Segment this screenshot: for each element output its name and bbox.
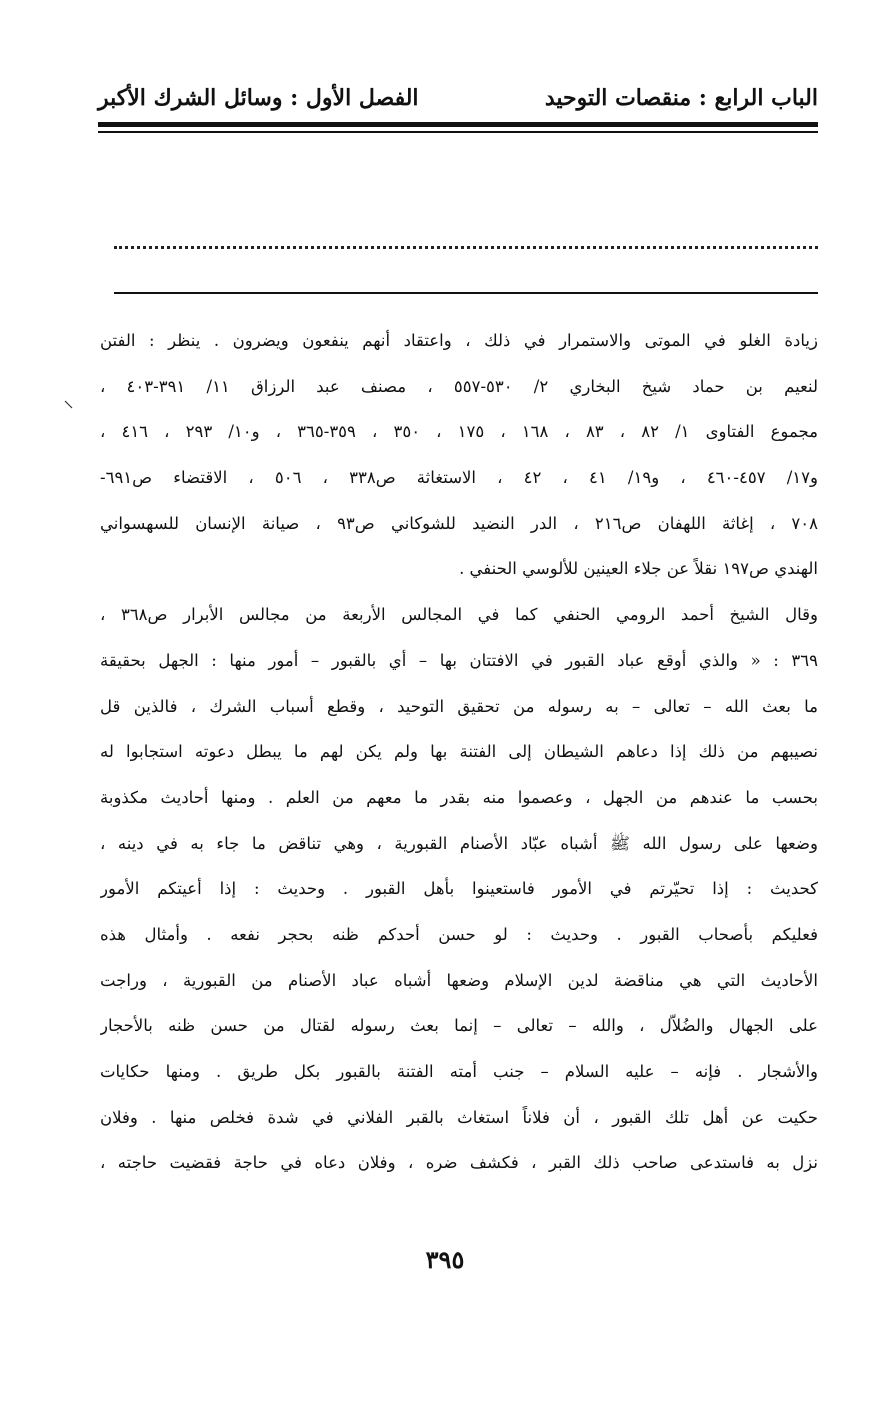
chapter-title: الباب الرابع : منقصات التوحيد xyxy=(544,85,818,111)
text-line: الأحاديث التي هي مناقضة لدين الإسلام وضعها أشباه عباد الأصنام من القبورية ، وراجت xyxy=(100,970,818,990)
text-line: حكيت عن أهل تلك القبور ، أن فلاناً استغاث بالقبر الفلاني في شدة فخلص منها . وفلان xyxy=(100,1107,818,1127)
text-line: وضعها على رسول الله ﷺ أشباه عبّاد الأصنام القبورية ، وهي تناقض ما جاء به في دينه ، xyxy=(100,833,818,853)
text-line: ٧٠٨ ، إغاثة اللهفان ص٢١٦ ، الدر النضيد للشوكاني ص٩٣ ، صيانة الإنسان للسهسواني xyxy=(100,513,818,533)
text-line: كحديث : إذا تحيّرتم في الأمور فاستعينوا بأهل القبور . وحديث : إذا أعيتكم الأمور xyxy=(100,879,818,899)
text-line: بحسب ما عندهم من الجهل ، وعصموا منه بقدر ما معهم من العلم . ومنها أحاديث مكذوبة xyxy=(100,787,818,807)
text-line: نزل به فاستدعى صاحب ذلك القبر ، فكشف ضره ، وفلان دعاه في حاجة فقضيت حاجته ، xyxy=(100,1153,818,1173)
running-header xyxy=(98,78,818,118)
body-text xyxy=(100,318,818,1186)
text-line: ٣٦٩ : « والذي أوقع عباد القبور في الافتتان بها – أي بالقبور – أمور منها : الجهل بحقيقة xyxy=(100,650,818,670)
text-line: لنعيم بن حماد شيخ البخاري ٢/ ٥٣٠-٥٥٧ ، مصنف عبد الرزاق ١١/ ٣٩١-٤٠٣ ، xyxy=(100,376,818,396)
header-rule-thin xyxy=(98,131,818,133)
text-line: والأشجار . فإنه – عليه السلام – جنب أمته الفتنة بالقبور بكل طريق . ومنها حكايات xyxy=(100,1062,818,1081)
text-line: مجموع الفتاوى ١/ ٨٢ ، ٨٣ ، ١٦٨ ، ١٧٥ ، ٣٥٠ ، ٣٥٩-٣٦٥ ، و١٠/ ٢٩٣ ، ٤١٦ ، xyxy=(100,422,818,442)
scan-mark xyxy=(64,400,73,409)
text-line: وقال الشيخ أحمد الرومي الحنفي كما في المجالس الأربعة من مجالس الأبرار ص٣٦٨ ، xyxy=(100,605,818,625)
header-rule xyxy=(98,122,818,127)
text-line: فعليكم بأصحاب القبور . وحديث : لو حسن أحدكم ظنه بحجر نفعه . وأمثال هذه xyxy=(100,924,818,944)
dotted-separator xyxy=(114,246,818,249)
text-line: الهندي ص١٩٧ نقلاً عن جلاء العينين للألوسي الحنفي . xyxy=(459,559,818,579)
text-line: على الجهال والضُلاّل ، والله – تعالى – إنما بعث رسوله لقتال من حسن ظنه بالأحجار xyxy=(100,1016,818,1036)
text-line: ما بعث الله – تعالى – به رسوله من تحقيق التوحيد ، وقطع أسباب الشرك ، فالذين قل xyxy=(100,696,818,716)
text-line: زيادة الغلو في الموتى والاستمرار في ذلك ، واعتقاد أنهم ينفعون ويضرون . ينظر : الفتن xyxy=(100,331,818,350)
section-title: الفصل الأول : وسائل الشرك الأكبر xyxy=(98,85,419,111)
footnote-rule xyxy=(114,292,818,294)
text-line: و١٧/ ٤٥٧-٤٦٠ ، و١٩/ ٤١ ، ٤٢ ، الاستغاثة ص٣٣٨ ، ٥٠٦ ، الاقتضاء ص٦٩١- xyxy=(100,468,818,488)
page-number: ٣٩٥ xyxy=(425,1245,465,1274)
text-line: نصيبهم من ذلك إذا دعاهم الشيطان إلى الفتنة بها ولم يكن لهم ما يبطل دعوته استجابوا له xyxy=(100,742,818,762)
